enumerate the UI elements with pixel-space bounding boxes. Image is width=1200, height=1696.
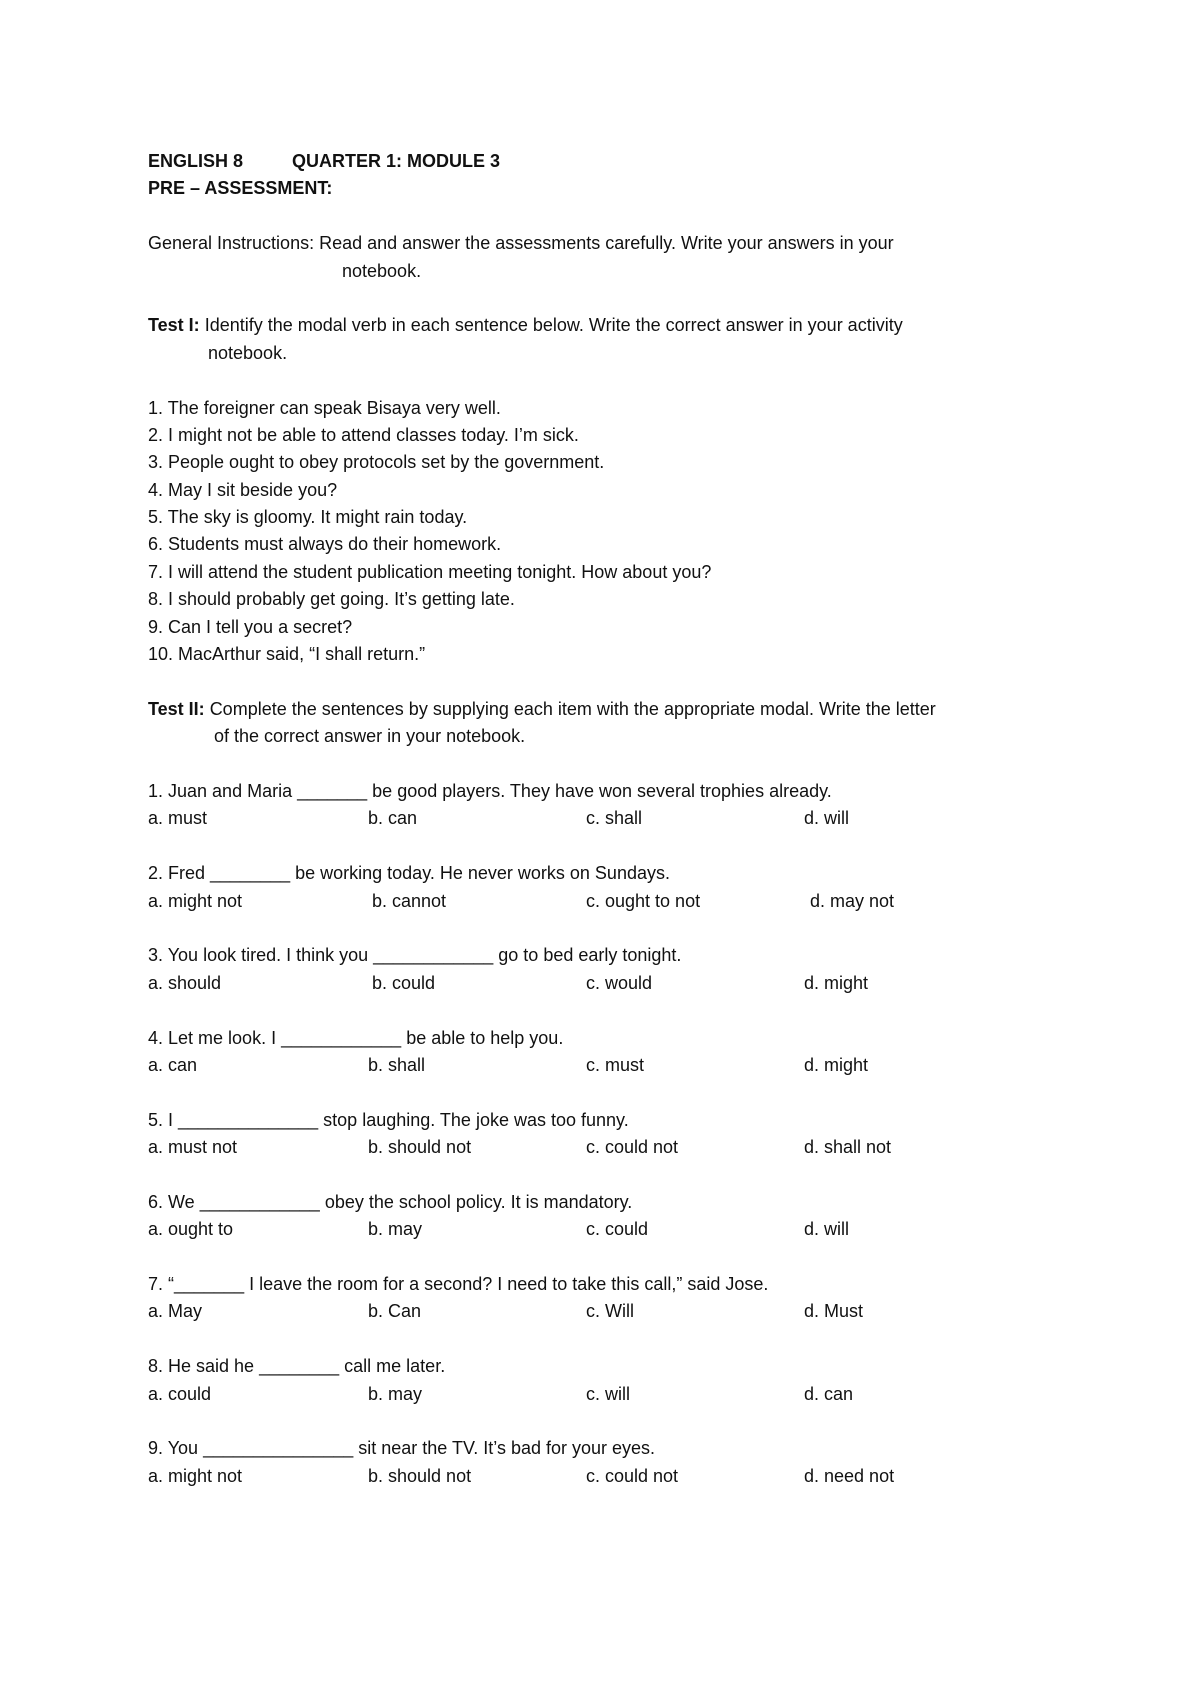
choice-row bbox=[148, 1381, 1068, 1408]
test1-item: 7. I will attend the student publication meeting tonight. How about you? bbox=[148, 561, 712, 582]
choice-row bbox=[148, 1134, 1068, 1161]
choice-c: c. will bbox=[586, 1383, 630, 1404]
test1-label: Test I: bbox=[148, 315, 200, 336]
test1-item: 5. The sky is gloomy. It might rain today. bbox=[148, 507, 468, 528]
choice-b: b. may bbox=[368, 1383, 423, 1404]
choice-c: c. shall bbox=[586, 808, 643, 829]
choice-d: d. need not bbox=[804, 1465, 895, 1486]
choice-d: d. will bbox=[804, 1219, 850, 1240]
choice-d: d. might bbox=[804, 1054, 869, 1075]
test1-item: 10. MacArthur said, “I shall return.” bbox=[148, 644, 426, 665]
choice-c: c. Will bbox=[586, 1301, 634, 1322]
test1-item: 3. People ought to obey protocols set by the government. bbox=[148, 452, 605, 473]
test1-text-cont: notebook. bbox=[208, 342, 288, 363]
question-text: 5. I ______________ stop laughing. The joke was too funny. bbox=[148, 1109, 629, 1130]
choice-b: b. cannot bbox=[372, 890, 447, 911]
question-text: 7. “_______ I leave the room for a second? I need to take this call,” said Jose. bbox=[148, 1274, 769, 1295]
choice-a: a. can bbox=[148, 1054, 198, 1075]
choice-row bbox=[148, 1463, 1068, 1490]
test2-item bbox=[148, 1025, 1068, 1080]
test1-item: 9. Can I tell you a secret? bbox=[148, 616, 353, 637]
question-text: 9. You _______________ sit near the TV. It’s bad for your eyes. bbox=[148, 1438, 656, 1459]
choice-c: c. must bbox=[586, 1054, 645, 1075]
choice-b: b. should not bbox=[368, 1465, 472, 1486]
choice-d: d. may not bbox=[810, 890, 895, 911]
question-text: 8. He said he ________ call me later. bbox=[148, 1356, 446, 1377]
choice-a: a. might not bbox=[148, 1465, 243, 1486]
test1-item: 2. I might not be able to attend classes today. I’m sick. bbox=[148, 424, 579, 445]
question-text: 1. Juan and Maria _______ be good players. They have won several trophies already. bbox=[148, 780, 832, 801]
test1-item-list bbox=[148, 395, 1068, 669]
question-text: 4. Let me look. I ____________ be able to help you. bbox=[148, 1027, 564, 1048]
test2-item bbox=[148, 860, 1068, 915]
test2-item bbox=[148, 1107, 1068, 1162]
test2-item bbox=[148, 1271, 1068, 1326]
choice-a: a. must bbox=[148, 808, 208, 829]
choice-a: a. might not bbox=[148, 890, 243, 911]
test1-item: 4. May I sit beside you? bbox=[148, 479, 338, 500]
test2-item bbox=[148, 1353, 1068, 1408]
general-instructions bbox=[148, 230, 1068, 257]
choice-row bbox=[148, 1052, 1068, 1079]
instructions-text: Read and answer the assessments carefully. Write your answers in your bbox=[319, 233, 894, 254]
choice-b: b. should not bbox=[368, 1137, 472, 1158]
choice-c: c. could bbox=[586, 1219, 649, 1240]
choice-c: c. ought to not bbox=[586, 890, 701, 911]
choice-b: b. Can bbox=[368, 1301, 422, 1322]
choice-b: b. may bbox=[368, 1219, 423, 1240]
choice-d: d. can bbox=[804, 1383, 854, 1404]
test2-item bbox=[148, 778, 1068, 833]
test2-item-list bbox=[148, 778, 1068, 1490]
choice-row bbox=[148, 1216, 1068, 1243]
choice-d: d. Must bbox=[804, 1301, 864, 1322]
instructions-text-cont: notebook. bbox=[342, 260, 422, 281]
question-text: 3. You look tired. I think you ____________ go to bed early tonight. bbox=[148, 945, 682, 966]
question-text: 6. We ____________ obey the school policy. It is mandatory. bbox=[148, 1191, 633, 1212]
question-text: 2. Fred ________ be working today. He never works on Sundays. bbox=[148, 863, 670, 884]
choice-row bbox=[148, 888, 1068, 915]
choice-c: c. would bbox=[586, 972, 653, 993]
choice-c: c. could not bbox=[586, 1137, 679, 1158]
choice-d: d. will bbox=[804, 808, 850, 829]
choice-row bbox=[148, 970, 1068, 997]
choice-a: a. ought to bbox=[148, 1219, 234, 1240]
choice-row bbox=[148, 1298, 1068, 1325]
choice-a: a. could bbox=[148, 1383, 212, 1404]
choice-a: a. must not bbox=[148, 1137, 238, 1158]
section-title: PRE – ASSESSMENT: bbox=[148, 178, 333, 199]
choice-d: d. might bbox=[804, 972, 869, 993]
worksheet-page bbox=[148, 148, 1068, 1518]
test1-item: 1. The foreigner can speak Bisaya very well. bbox=[148, 397, 501, 418]
test2-text: Complete the sentences by supplying each item with the appropriate modal. Write the letter bbox=[209, 698, 936, 719]
choice-b: b. shall bbox=[368, 1054, 426, 1075]
test2-text-cont: of the correct answer in your notebook. bbox=[214, 726, 526, 747]
choice-d: d. shall not bbox=[804, 1137, 892, 1158]
test2-instructions bbox=[148, 696, 1068, 723]
test1-item: 6. Students must always do their homework. bbox=[148, 534, 502, 555]
choice-b: b. can bbox=[368, 808, 418, 829]
test1-item: 8. I should probably get going. It’s getting late. bbox=[148, 589, 515, 610]
choice-a: a. May bbox=[148, 1301, 203, 1322]
test2-label: Test II: bbox=[148, 698, 205, 719]
instructions-label: General Instructions: bbox=[148, 233, 315, 254]
test2-item bbox=[148, 1435, 1068, 1490]
test2-item bbox=[148, 942, 1068, 997]
choice-c: c. could not bbox=[586, 1465, 679, 1486]
test2-item bbox=[148, 1189, 1068, 1244]
title-row bbox=[148, 148, 1068, 175]
choice-row bbox=[148, 805, 1068, 832]
test1-text: Identify the modal verb in each sentence below. Write the correct answer in your activity bbox=[204, 315, 903, 336]
choice-a: a. should bbox=[148, 972, 222, 993]
choice-b: b. could bbox=[372, 972, 436, 993]
course-title: ENGLISH 8 bbox=[148, 151, 244, 171]
test1-instructions bbox=[148, 312, 1068, 339]
module-title: QUARTER 1: MODULE 3 bbox=[292, 151, 501, 171]
